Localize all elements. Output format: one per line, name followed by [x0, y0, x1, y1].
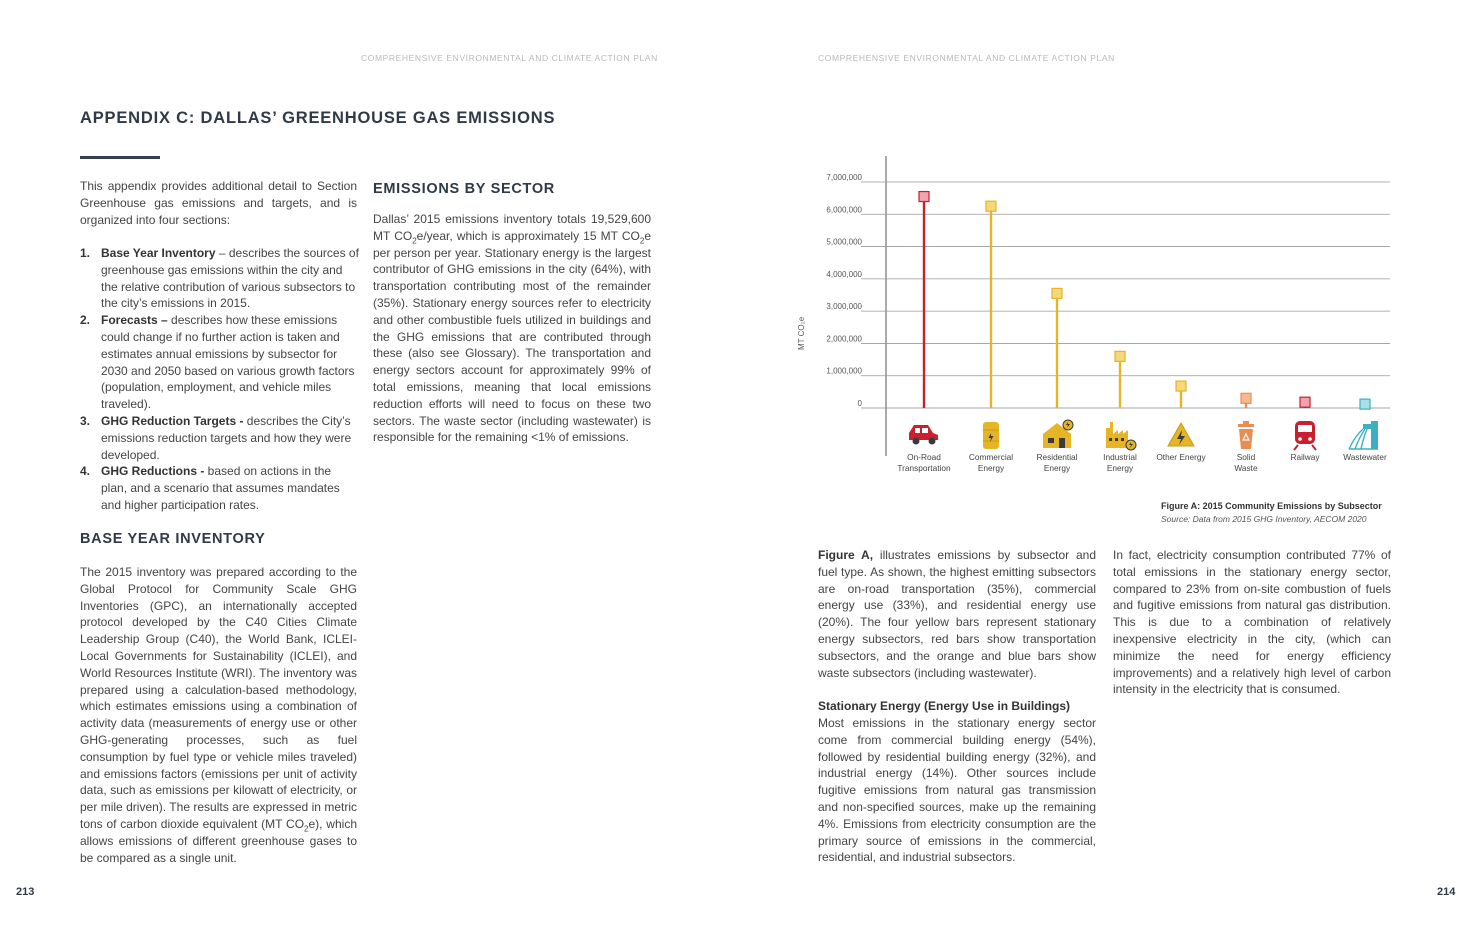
figure-title: Figure A: 2015 Community Emissions by Subsector — [1161, 501, 1382, 511]
list-item — [80, 245, 360, 312]
list-item-text: based on actions in the plan, and a scenario that assumes mandates and higher participation rates. — [101, 464, 340, 512]
oil-barrel-icon — [983, 422, 999, 449]
x-tick-label: On-Road — [907, 452, 941, 462]
list-item-text: describes how these emissions could change if no further action is taken and estimates annual emissions by subsector for 2030 and 2050 based on various growth factors (population, employment, and vehicle miles traveled). — [101, 313, 355, 412]
emissions-chart — [780, 150, 1400, 485]
list-number: 2. — [80, 313, 91, 328]
bar-marker — [1360, 399, 1370, 409]
list-item-title: Forecasts – — [101, 313, 168, 328]
y-tick-label: 3,000,000 — [826, 302, 862, 312]
figure-discussion-paragraph: Figure A, illustrates emissions by subsector and fuel type. As shown, the highest emitting subsectors are on-road transportation (35%), commercial energy use (33%), and residential energy use (20%). The four yellow bars represent stationary energy subsectors, red bars show transportation subsectors, and the orange and blue bars show waste subsectors (including wastewater). — [818, 548, 1096, 680]
list-item — [80, 413, 360, 463]
list-item-title: Base Year Inventory — [101, 246, 216, 260]
x-tick-label: Wastewater — [1343, 452, 1387, 462]
x-tick-label: Energy — [977, 463, 1005, 473]
bar-marker — [919, 192, 929, 202]
electricity-paragraph: In fact, electricity consumption contributed 77% of total emissions in the stationary energy sector, compared to 23% from on-site combustion of fuels and fugitive emissions from natural gas distribution. This is due to a combination of relatively inexpensive electricity in the city, (which can minimize the need for energy efficiency improvements) and a relatively high level of carbon intensity in the electricity that is consumed. — [1113, 548, 1391, 697]
list-item — [80, 463, 360, 513]
intro-text: This appendix provides additional detail to Section Greenhouse gas emissions and targets, and is organized into four sections: — [80, 179, 357, 227]
emissions-by-sector-heading: EMISSIONS BY SECTOR — [373, 181, 555, 197]
stationary-energy-paragraph: Most emissions in the stationary energy sector come from commercial building energy (54%), followed by residential building energy (32%), and industrial energy (14%). Other sources include fugitive emissions from natural gas transmission and non-specified sources, make up the remaining 4%. Emissions from electricity consumption are the primary source of emissions in the commercial, residential, and industrial subsectors. — [818, 716, 1096, 865]
train-icon — [1294, 421, 1316, 450]
list-item-title: GHG Reduction Targets - — [101, 413, 244, 428]
house-icon — [1043, 420, 1073, 448]
x-tick-label: Other Energy — [1156, 452, 1206, 462]
stationary-energy-subheading: Stationary Energy (Energy Use in Buildings) — [818, 699, 1071, 713]
x-tick-label: Solid — [1236, 452, 1256, 462]
x-tick-label: Waste — [1234, 463, 1258, 473]
x-tick-label: Industrial — [1103, 452, 1137, 462]
sections-list — [80, 245, 360, 514]
list-number: 3. — [80, 413, 91, 428]
factory-icon — [1106, 422, 1136, 450]
x-tick-label: Energy — [1043, 463, 1071, 473]
trash-can-icon — [1238, 421, 1254, 449]
list-number: 4. — [80, 464, 91, 479]
y-tick-label: 1,000,000 — [826, 366, 862, 376]
list-number: 1. — [80, 246, 91, 260]
bar-marker — [986, 201, 996, 211]
running-header-left: COMPREHENSIVE ENVIRONMENTAL AND CLIMATE ACTION PLAN — [361, 53, 658, 63]
list-item-text: describes the City’s emissions reduction targets and how they were developed. — [101, 413, 352, 462]
emissions-by-sector-paragraph: Dallas’ 2015 emissions inventory totals 19,529,600 MT $CO_2e$/year, which is approximately 15 MT $CO_2e$ per person per year. Stationary energy is the largest contributor of GHG emissions in the city (64%), with transportation contributing most of the remainder (35%). Stationary energy sources refer to electricity and other combustible fuels utilized in buildings and the GHG emissions that are contributed through these (also see Glossary). The transportation and energy sectors account for approximately 99% of total emissions, meaning that local emissions reduction efforts will need to focus on these two sectors. The waste sector (including wastewater) is responsible for the remaining <1% of emissions. — [373, 212, 651, 445]
y-tick-label: 4,000,000 — [826, 269, 862, 279]
list-item-text: – describes the sources of greenhouse gas emissions within the city and the relative contribution of various subsectors to the city’s emissions in 2015. — [101, 246, 359, 311]
x-tick-label: Transportation — [897, 463, 951, 473]
sections-list-container — [80, 245, 360, 514]
y-axis-label: MT CO₂e — [797, 316, 806, 350]
y-tick-label: 0 — [857, 399, 862, 408]
bar-marker — [1052, 288, 1062, 298]
base-year-paragraph: The 2015 inventory was prepared according to the Global Protocol for Community Scale GHG Inventories (GPC), an internationally accepted protocol developed by the C40 Cities Climate Leadership Group (C40), the World Bank, ICLEI-Local Governments for Sustainability (ICLEI), and World Resources Institute (WRI). The inventory was prepared using a calculation-based methodology, which estimates emissions using a combination of activity data (measurements of energy use or other GHG-generating processes, such as fuel consumption by fuel type or vehicle miles traveled) and emissions factors (emissions per unit of activity data, such as emissions per kilowatt of electricity, or per mile driven). The results are expressed in metric tons of carbon dioxide equivalent (MT $CO_2e$), which allows emissions of different greenhouse gases to be compared as a single unit. — [80, 565, 357, 865]
page-number-right: 214 — [1437, 886, 1456, 898]
y-tick-label: 5,000,000 — [826, 237, 862, 247]
page-title: APPENDIX C: DALLAS’ GREENHOUSE GAS EMISSIONS — [80, 109, 556, 127]
bar-marker — [1115, 351, 1125, 361]
x-tick-label: Residential — [1036, 452, 1078, 462]
list-item-title: GHG Reductions - — [101, 464, 205, 479]
page-number-left: 213 — [16, 886, 35, 898]
figure-source: Source: Data from 2015 GHG Inventory, AECOM 2020 — [1161, 514, 1367, 524]
y-tick-label: 7,000,000 — [826, 173, 862, 182]
bar-marker — [1176, 381, 1186, 391]
x-tick-label: Energy — [1106, 463, 1134, 473]
y-tick-label: 6,000,000 — [826, 205, 862, 215]
base-year-heading: BASE YEAR INVENTORY — [80, 531, 266, 547]
title-rule — [80, 156, 160, 159]
x-tick-label: Railway — [1290, 452, 1320, 462]
car-icon — [909, 425, 938, 445]
bar-marker — [1241, 393, 1251, 403]
running-header-right: COMPREHENSIVE ENVIRONMENTAL AND CLIMATE ACTION PLAN — [818, 53, 1115, 63]
list-item — [80, 312, 360, 413]
water-outfall-icon — [1349, 421, 1378, 449]
y-tick-label: 2,000,000 — [826, 334, 862, 344]
lightning-icon — [1168, 423, 1194, 446]
bar-marker — [1300, 397, 1310, 407]
x-tick-label: Commercial — [968, 452, 1014, 462]
